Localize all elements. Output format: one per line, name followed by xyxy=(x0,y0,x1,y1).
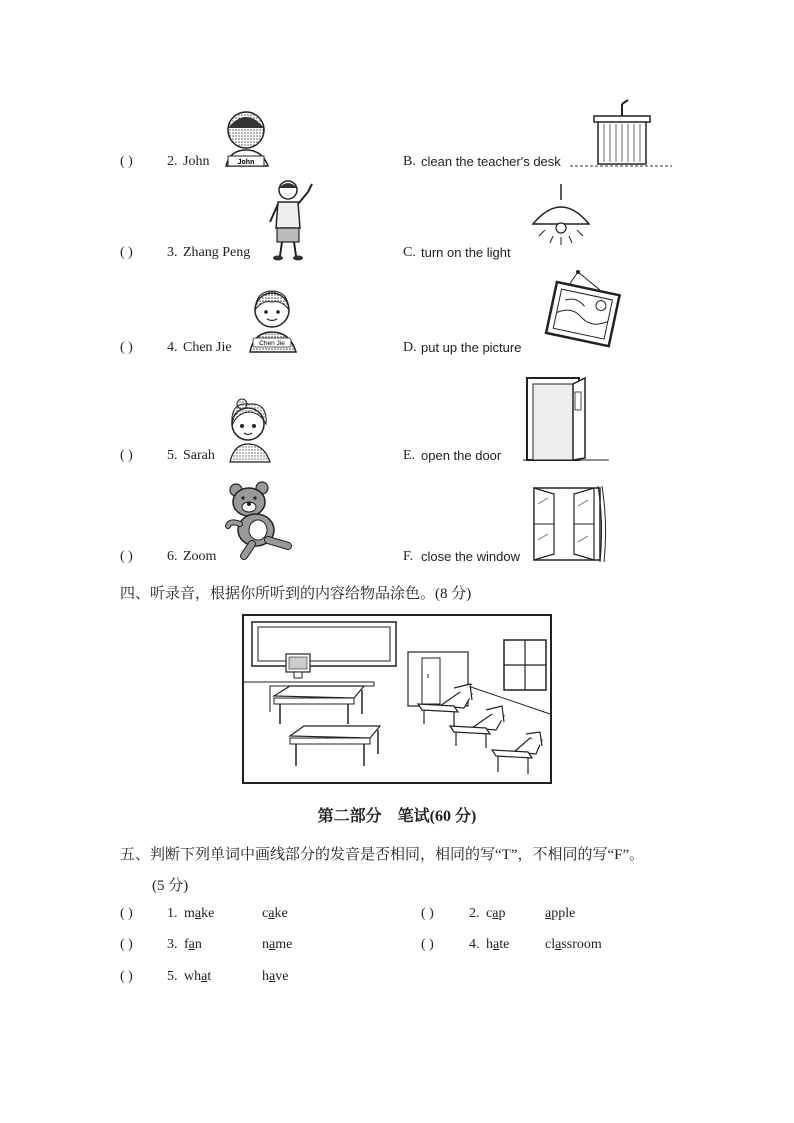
option-text: clean the teacher's desk xyxy=(421,154,561,169)
person-name: Zoom xyxy=(183,549,217,564)
person-name: John xyxy=(183,154,210,169)
word-2: have xyxy=(262,969,289,984)
item-number: 5. xyxy=(167,969,178,984)
section-4-title: 四、听录音，根据你所听到的内容给物品涂色。(8 分) xyxy=(120,586,472,602)
word-1: fan xyxy=(184,937,202,952)
word-2: cake xyxy=(262,906,288,921)
part-2-title: 第二部分 笔试(60 分) xyxy=(317,808,477,825)
chen-jie-badge: Chen Jie xyxy=(259,340,285,347)
item-number: 2. xyxy=(167,154,178,169)
item-number: 1. xyxy=(167,906,178,921)
classroom-illustration xyxy=(242,614,552,784)
item-number: 4. xyxy=(469,937,480,952)
lamp-illustration xyxy=(525,184,597,246)
person-name: Zhang Peng xyxy=(183,245,251,260)
word-1: what xyxy=(184,969,212,984)
word-1: hate xyxy=(486,937,510,952)
open-door-illustration xyxy=(523,374,609,464)
option-text: close the window xyxy=(421,549,520,564)
item-number: 5. xyxy=(167,448,178,463)
option-text: put up the picture xyxy=(421,340,522,355)
answer-paren[interactable]: ( ) xyxy=(120,448,133,463)
window-illustration xyxy=(530,484,608,564)
option-letter: F. xyxy=(403,549,414,564)
answer-paren[interactable]: ( ) xyxy=(120,969,133,984)
word-2: name xyxy=(262,937,293,952)
item-number: 2. xyxy=(469,906,480,921)
option-text: turn on the light xyxy=(421,245,511,260)
zhang-peng-illustration xyxy=(262,178,318,262)
option-letter: B. xyxy=(403,154,416,169)
teachers-desk-illustration xyxy=(570,98,672,170)
john-badge: John xyxy=(237,159,255,166)
picture-frame-illustration xyxy=(542,268,622,356)
option-letter: E. xyxy=(403,448,416,463)
sarah-illustration xyxy=(224,398,274,464)
answer-paren[interactable]: ( ) xyxy=(421,937,434,952)
person-name: Chen Jie xyxy=(183,340,232,355)
answer-paren[interactable]: ( ) xyxy=(120,245,133,260)
item-number: 6. xyxy=(167,549,178,564)
word-2: apple xyxy=(545,906,576,921)
item-number: 4. xyxy=(167,340,178,355)
item-number: 3. xyxy=(167,937,178,952)
word-2: classroom xyxy=(545,937,602,952)
option-letter: C. xyxy=(403,245,416,260)
section-5-title: 五、判断下列单词中画线部分的发音是否相同，相同的写“T”，不相同的写“F”。 xyxy=(120,847,645,863)
john-illustration xyxy=(220,108,272,170)
zoom-bear-illustration xyxy=(222,480,302,562)
section-5-score: (5 分) xyxy=(152,878,189,894)
answer-paren[interactable]: ( ) xyxy=(120,154,133,169)
answer-paren[interactable]: ( ) xyxy=(120,340,133,355)
item-number: 3. xyxy=(167,245,178,260)
answer-paren[interactable]: ( ) xyxy=(120,906,133,921)
word-1: cap xyxy=(486,906,506,921)
person-name: Sarah xyxy=(183,448,215,463)
answer-paren[interactable]: ( ) xyxy=(120,937,133,952)
answer-paren[interactable]: ( ) xyxy=(120,549,133,564)
answer-paren[interactable]: ( ) xyxy=(421,906,434,921)
word-1: make xyxy=(184,906,215,921)
option-letter: D. xyxy=(403,340,417,355)
chen-jie-illustration xyxy=(244,288,300,354)
option-text: open the door xyxy=(421,448,502,463)
